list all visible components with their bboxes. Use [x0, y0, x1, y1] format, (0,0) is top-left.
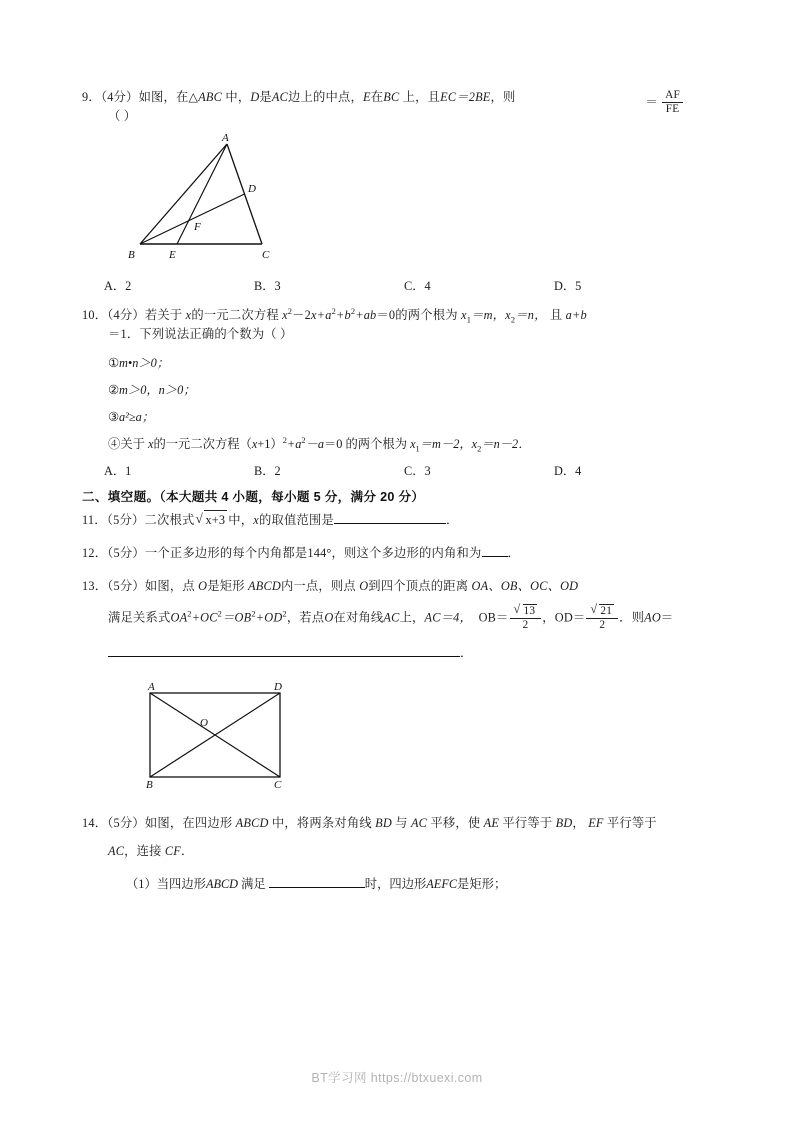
- question-10: [82, 306, 712, 479]
- q10-eq-end: ＝0的两个根为: [376, 308, 462, 323]
- q14-sub1-text-b: 满足: [238, 876, 269, 891]
- q13-ob-fraction: [510, 604, 542, 631]
- q13-text-c: 内一点，则点: [280, 579, 360, 594]
- q14-stem-line2: [82, 842, 712, 861]
- question-13-stem: [82, 577, 712, 596]
- q10-mark-4: ④: [108, 437, 121, 452]
- label-e: E: [169, 249, 176, 262]
- q10-text-b: 的一元二次方程: [191, 308, 283, 323]
- q10-root2-sub: 2: [510, 315, 516, 325]
- question-14-stem: [82, 814, 712, 833]
- q9-bc: BC: [383, 90, 400, 104]
- q10-body-3: a²≥a；: [119, 410, 155, 425]
- q10-text-c: 且: [546, 308, 566, 323]
- q13-line2-e: ．则: [619, 610, 645, 625]
- q14-bd: BD: [375, 815, 392, 830]
- label-d: D: [248, 183, 256, 196]
- exam-content: [82, 88, 712, 894]
- q9-text-c: 是: [259, 90, 272, 104]
- q13-plus-oc: +OC: [191, 610, 218, 625]
- q14-sub1-text-a: （1）当四边形: [126, 876, 206, 891]
- q11-score: （5分）: [106, 513, 145, 528]
- q10-s4-r2-sub: 2: [477, 444, 482, 454]
- q10-s4-sup2: 2: [282, 436, 287, 446]
- q13-relation-line: [82, 605, 712, 632]
- q10-eq-plus-a: +a: [316, 308, 332, 323]
- q14-text-g: 平行等于: [603, 815, 657, 830]
- q13-ob-sup: 2: [251, 609, 256, 619]
- label-f: F: [194, 221, 201, 234]
- q10-stem-line2: ＝1．下列说法正确的个数为（ ）: [108, 327, 293, 342]
- segment-ab: [140, 144, 227, 244]
- q9-text-f: 上，且: [399, 90, 441, 104]
- q12-answer-blank[interactable]: [482, 556, 508, 557]
- q13-ao: AO: [644, 610, 661, 625]
- q10-s4-xp1: x: [251, 437, 258, 452]
- q13-ob-denominator: 2: [522, 618, 529, 631]
- q13-od-denominator: 2: [599, 618, 606, 631]
- q13-plus-od: +OD: [255, 610, 283, 625]
- rect-label-o: O: [200, 716, 208, 729]
- q10-s4-r1: x: [410, 437, 416, 452]
- q10-s4-text-a: 关于: [120, 437, 148, 452]
- q10-s4-text-b: 的一元二次方程（: [153, 437, 252, 452]
- q9-choice-d[interactable]: D．5: [554, 279, 582, 294]
- q10-choices: [82, 461, 712, 479]
- q14-sub1-aefc: AEFC: [426, 876, 458, 891]
- q13-text-a: 如图，点: [144, 579, 199, 594]
- q13-od-sqrt: [590, 604, 614, 618]
- q13-oc-sup: 2: [217, 609, 223, 619]
- q13-od-radicand: 21: [600, 605, 613, 618]
- q14-sub1-abcd: ABCD: [205, 876, 239, 891]
- q14-line2-b: ，连接: [124, 843, 165, 858]
- q9-number: 9．: [82, 90, 101, 104]
- q10-s4-a-sup: 2: [301, 436, 306, 446]
- q13-equals-ob: ＝OB: [222, 610, 252, 625]
- q9-abc: ABC: [198, 90, 223, 104]
- q14-text-b: 中，将两条对角线: [268, 815, 376, 830]
- q13-ob-radicand: 13: [523, 605, 536, 618]
- q13-answer-blank[interactable]: [108, 645, 460, 657]
- q9-text-g: ，则: [490, 90, 516, 104]
- q13-abcd: ABCD: [248, 579, 281, 594]
- q9-answer-paren: （ ）: [108, 109, 137, 124]
- q14-bd2: BD: [555, 815, 573, 830]
- q13-line2-a: 满足关系式: [108, 610, 171, 625]
- q10-s4-eq0: ＝0 的两个根为: [323, 437, 411, 452]
- rect-label-c: C: [274, 778, 282, 789]
- q12-number: 12．: [82, 546, 108, 561]
- q13-rectangle-figure: [138, 681, 712, 794]
- q10-statement-3: [82, 407, 712, 425]
- footer-watermark: BT学习网 https://btxuexi.com: [311, 1071, 483, 1085]
- q10-mark-2: ②: [108, 383, 120, 398]
- rectangle-abcd-diagram: [138, 681, 298, 789]
- section-2-heading: 二、填空题。（本大题共 4 小题，每小题 5 分，满分 20 分）: [82, 490, 425, 505]
- q13-ac: AC: [383, 610, 400, 625]
- q13-score: （5分）: [107, 579, 145, 594]
- q9-point-e: E: [363, 90, 371, 104]
- q14-ae: AE: [483, 815, 500, 830]
- q14-abcd: ABCD: [235, 815, 269, 830]
- q9-ac: AC: [271, 90, 289, 104]
- q13-line2-b: ，若点: [286, 610, 325, 625]
- q10-eq-x: x: [282, 308, 288, 323]
- q10-root1-value: ＝m，: [471, 308, 506, 323]
- q10-mark-3: ③: [108, 410, 120, 425]
- q13-point-o2: O: [359, 579, 369, 594]
- q9-point-d: D: [250, 90, 260, 104]
- q13-od-label: OD＝: [554, 610, 586, 625]
- q11-square-root: [195, 510, 227, 530]
- q13-ob-sqrt: [514, 604, 538, 618]
- question-11: [82, 510, 712, 530]
- q11-number: 11．: [82, 513, 107, 528]
- label-c: C: [262, 249, 270, 262]
- q9-text-b: 中，: [222, 90, 251, 104]
- q12-text: 一个正多边形的每个内角都是144°，则这个多边形的内角和为: [144, 546, 482, 561]
- q10-b-sup: 2: [350, 307, 356, 316]
- q14-score: （5分）: [107, 815, 145, 830]
- q14-line2-c: ．: [181, 843, 194, 858]
- q11-var-x: x: [253, 513, 259, 528]
- q13-oa-sup: 2: [187, 609, 192, 619]
- q14-cf: CF: [164, 843, 182, 858]
- q13-period: ．: [460, 645, 473, 660]
- q13-point-o3: O: [324, 610, 334, 625]
- segment-ae: [177, 144, 227, 244]
- q10-choice-a[interactable]: A．1: [104, 464, 132, 479]
- q10-statement-1: [82, 353, 712, 371]
- q14-text-e: 平行等于: [499, 815, 556, 830]
- q13-oa: OA: [170, 610, 188, 625]
- segment-bd: [140, 194, 245, 244]
- q13-od-fraction: [586, 604, 618, 631]
- q13-ob-label: OB＝: [478, 610, 509, 625]
- q11-text-b: 中，: [228, 513, 254, 528]
- question-14: [82, 814, 712, 892]
- q10-root1-sub: 1: [466, 315, 472, 325]
- q13-answer-row: [82, 644, 712, 663]
- q11-text-c: 的取值范围是: [258, 513, 334, 528]
- question-9: [82, 88, 712, 294]
- q9-triangle-figure: [122, 132, 712, 267]
- q14-sub-question-1: [82, 874, 712, 892]
- q9-choice-c[interactable]: C．4: [404, 279, 431, 294]
- question-9-stem: [82, 88, 712, 115]
- triangle-abc-diagram: [122, 132, 352, 262]
- q14-text-c: 与: [391, 815, 411, 830]
- q9-ratio-expression: [645, 90, 684, 116]
- q12-score: （5分）: [107, 546, 145, 561]
- question-13: [82, 577, 712, 793]
- q10-eq-x2: x: [311, 308, 317, 323]
- q10-eq-mid: －2: [292, 308, 312, 323]
- q9-text-d: 边上的中点，: [288, 90, 364, 104]
- question-10-stem: [82, 306, 712, 325]
- q10-text-a: 若关于: [144, 308, 186, 323]
- q10-s4-r2-value: ＝n－2．: [481, 437, 531, 452]
- q9-text-a: 如图，在△: [138, 90, 199, 104]
- q9-choices: [82, 276, 712, 294]
- q9-af-fe-fraction: [662, 89, 683, 115]
- q9-ec-equation: EC＝2BE: [440, 90, 491, 104]
- q10-eq-plus-ab: +ab: [355, 308, 377, 323]
- q9-choice-a[interactable]: A．2: [104, 279, 132, 294]
- q9-score: （4分）: [100, 90, 139, 104]
- q10-a-sup: 2: [331, 307, 336, 316]
- q10-root1: x: [461, 308, 467, 323]
- q13-line2-d: 上，: [399, 610, 425, 625]
- q13-ob-numerator: [510, 604, 542, 619]
- label-a: A: [222, 132, 229, 145]
- q10-root2: x: [505, 308, 511, 323]
- q13-point-o: O: [198, 579, 208, 594]
- q10-root2-value: ＝n，: [515, 308, 547, 323]
- q9-text-e: 在: [370, 90, 384, 104]
- q9-fraction-numerator: AF: [662, 89, 683, 103]
- q9-choice-b[interactable]: B．3: [254, 279, 281, 294]
- q14-number: 14．: [82, 815, 108, 830]
- q13-distances: OA、OB、OC、OD: [471, 579, 579, 594]
- q10-score: （4分）: [107, 308, 145, 323]
- q14-line2-ac: AC: [108, 843, 125, 858]
- q11-answer-blank[interactable]: [334, 523, 446, 524]
- q14-text-a: 如图，在四边形: [144, 815, 236, 830]
- q10-number: 10．: [82, 308, 108, 323]
- q10-body-1: m•n＞0；: [119, 356, 170, 371]
- q10-choice-b[interactable]: B．2: [254, 464, 281, 479]
- rect-label-a: A: [148, 680, 155, 693]
- q10-s4-x: x: [147, 437, 154, 452]
- q10-s4-plus-a: +a: [286, 437, 302, 452]
- q10-mark-1: ①: [108, 356, 120, 371]
- q14-ef: EF: [588, 815, 604, 830]
- q13-line2-c: 在对角线: [333, 610, 384, 625]
- q10-body-2: m＞0，n＞0；: [119, 383, 196, 398]
- question-12: [82, 544, 712, 563]
- q10-s4-minus-a: －a: [305, 437, 324, 452]
- q9-equals-sign: ＝: [645, 94, 658, 109]
- rect-label-b: B: [146, 778, 153, 789]
- q10-statement-4: [82, 434, 712, 452]
- q13-od-sup: 2: [282, 609, 287, 619]
- q14-sub1-text-c: 时，四边形: [364, 876, 427, 891]
- q10-s4-r1-sub: 1: [415, 444, 420, 454]
- q14-ac: AC: [410, 815, 428, 830]
- q11-radicand: x+3: [204, 510, 227, 530]
- q14-text-f: ，: [572, 815, 589, 830]
- q11-text-a: 二次根式: [144, 513, 195, 528]
- q10-s4-r1-value: ＝m－2，: [419, 437, 472, 452]
- q12-period: ．: [507, 546, 520, 561]
- q14-sub1-answer-blank[interactable]: [269, 887, 365, 888]
- q13-number: 13．: [82, 579, 108, 594]
- q10-eq-sup2: 2: [287, 307, 293, 316]
- q10-s4-text-c: +1）: [257, 437, 283, 452]
- rect-label-d: D: [274, 680, 282, 693]
- q14-text-d: 平移，使: [427, 815, 484, 830]
- q10-choice-d[interactable]: D．4: [554, 464, 582, 479]
- q10-ab-sum: a+b: [565, 308, 587, 323]
- q13-comma: ，: [542, 610, 555, 625]
- q10-choice-c[interactable]: C．3: [404, 464, 431, 479]
- q13-ac-value: AC＝4，: [424, 610, 472, 625]
- q10-statement-2: [82, 380, 712, 398]
- q10-var-x: x: [185, 308, 192, 323]
- q13-text-b: 是矩形: [207, 579, 249, 594]
- q14-sub1-text-d: 是矩形；: [457, 876, 507, 891]
- q13-od-numerator: [586, 604, 618, 619]
- q11-period: ．: [445, 513, 459, 528]
- q9-fraction-denominator: FE: [665, 102, 680, 115]
- q10-eq-plus-b: +b: [335, 308, 351, 323]
- q13-line2-f: ＝: [660, 610, 674, 625]
- q13-text-d: 到四个顶点的距离: [368, 579, 472, 594]
- q10-s4-r2: x: [471, 437, 478, 452]
- label-b: B: [128, 249, 135, 262]
